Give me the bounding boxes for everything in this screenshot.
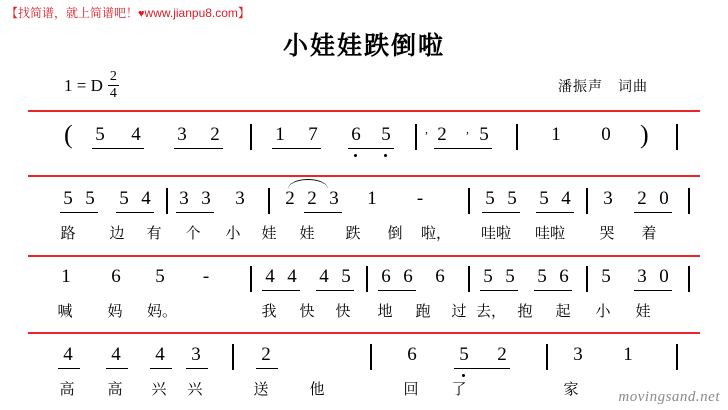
lyric: 边 [109, 225, 125, 242]
lyric: 跑 [415, 303, 431, 320]
note: 5 [601, 266, 611, 287]
lyric: 兴 [151, 381, 167, 398]
note: 5 [505, 266, 515, 287]
beam [482, 212, 520, 213]
lyric: 去， [476, 303, 507, 320]
time-signature-denominator: 4 [109, 86, 117, 101]
lyric: 他 [309, 381, 325, 398]
lyric-line-2 [0, 222, 728, 248]
lyric: 哇啦 [534, 225, 565, 242]
note: 3 [329, 188, 339, 209]
staff-rule-4 [28, 332, 700, 334]
note-line-2 [0, 188, 728, 222]
site-banner [6, 4, 250, 21]
lyric: 抱 [517, 303, 533, 320]
beam [106, 368, 128, 369]
lyric: 快 [299, 303, 315, 320]
banner-url: www.jianpu8.com】 [144, 6, 250, 20]
beam [454, 368, 510, 369]
score-row-2 [0, 188, 728, 248]
note: 2 [497, 344, 507, 365]
lyric: 过 [451, 303, 467, 320]
watermark: movingsand.net [618, 389, 720, 405]
octave-dot [462, 374, 465, 377]
lyric: 个 [185, 225, 201, 242]
note: 4 [63, 344, 73, 365]
beam [262, 290, 300, 291]
beam [534, 290, 572, 291]
lyric: 高 [59, 381, 75, 398]
note: 1 [275, 124, 285, 145]
beam [272, 148, 321, 149]
note: 4 [561, 188, 571, 209]
note: 6 [381, 266, 391, 287]
note: 5 [459, 344, 469, 365]
key-signature [64, 70, 119, 101]
note: 6 [559, 266, 569, 287]
lyric: 快 [335, 303, 351, 320]
note: - [416, 188, 424, 209]
beam [304, 212, 342, 213]
note: 3 [191, 344, 201, 365]
note: 2 [307, 188, 317, 209]
beam [536, 212, 574, 213]
beam [116, 212, 154, 213]
beam [434, 148, 492, 149]
composer-credit: 潘振声 词曲 [558, 78, 648, 94]
beam [58, 368, 80, 369]
lyric: 妈 [107, 303, 123, 320]
lyric: 哇啦 [480, 225, 511, 242]
beam [378, 290, 416, 291]
score-row-3 [0, 266, 728, 326]
lyric: 娃 [299, 225, 315, 242]
lyric: 着 [641, 225, 657, 242]
barline [250, 124, 252, 150]
note: 4 [265, 266, 275, 287]
note: 3 [637, 266, 647, 287]
barline [232, 344, 234, 370]
barline [166, 188, 168, 214]
staff-rule-1 [28, 110, 700, 112]
open-paren: ( [64, 120, 73, 149]
beam [316, 290, 354, 291]
note: 3 [201, 188, 211, 209]
note: 1 [367, 188, 377, 209]
octave-dot [354, 154, 357, 157]
note: 2 [210, 124, 220, 145]
beam [92, 148, 144, 149]
note: 5 [539, 188, 549, 209]
lyric: 哭 [599, 225, 615, 242]
note: 5 [381, 124, 391, 145]
lyric: 兴 [187, 381, 203, 398]
note: 5 [479, 124, 489, 145]
lyric: 送 [253, 381, 269, 398]
barline [546, 344, 548, 370]
lyric: 回 [403, 381, 419, 398]
barline [268, 188, 270, 214]
note: 2 [437, 124, 447, 145]
barline [370, 344, 372, 370]
note: 5 [85, 188, 95, 209]
note: 5 [95, 124, 105, 145]
note: 0 [601, 124, 611, 145]
note: 6 [403, 266, 413, 287]
note: 6 [111, 266, 121, 287]
note: 2 [285, 188, 295, 209]
barline [688, 266, 690, 292]
barline [366, 266, 368, 292]
barline [468, 188, 470, 214]
note: 4 [287, 266, 297, 287]
note: 2 [637, 188, 647, 209]
barline [468, 266, 470, 292]
lyric: 跌 [345, 225, 361, 242]
beam [60, 212, 98, 213]
note: 6 [407, 344, 417, 365]
note: 2 [261, 344, 271, 365]
lyric: 倒 [387, 225, 403, 242]
beam [174, 148, 223, 149]
note: 5 [341, 266, 351, 287]
score-row-1 [0, 120, 728, 184]
grace-mark: , [466, 122, 469, 136]
time-signature-numerator: 2 [109, 69, 117, 84]
staff-rule-3 [28, 255, 700, 257]
octave-dot [384, 154, 387, 157]
close-paren: ) [640, 120, 649, 149]
lyric: 家 [563, 381, 579, 398]
note: 5 [507, 188, 517, 209]
note: 4 [141, 188, 151, 209]
lyric-line-3 [0, 300, 728, 326]
note: 4 [111, 344, 121, 365]
beam [348, 148, 394, 149]
barline [516, 124, 518, 150]
beam [480, 290, 518, 291]
beam [176, 212, 214, 213]
note: 5 [155, 266, 165, 287]
lyric: 娃 [261, 225, 277, 242]
note: 3 [235, 188, 245, 209]
barline [676, 124, 678, 150]
barline [688, 188, 690, 214]
note: 3 [179, 188, 189, 209]
note: 6 [351, 124, 361, 145]
note: 7 [308, 124, 318, 145]
note: 1 [61, 266, 71, 287]
lyric: 妈。 [146, 303, 177, 320]
key-label: 1 = D [64, 75, 103, 95]
lyric: 喊 [57, 303, 73, 320]
beam [186, 368, 208, 369]
beam [634, 290, 672, 291]
banner-text: 【找简谱，就上简谱吧！ [6, 6, 139, 20]
beam [634, 212, 672, 213]
note: 5 [483, 266, 493, 287]
note: 3 [603, 188, 613, 209]
note: 4 [319, 266, 329, 287]
lyric: 地 [377, 303, 393, 320]
page-title: 小娃娃跌倒啦 [282, 32, 445, 60]
note: 0 [659, 266, 669, 287]
note: 4 [131, 124, 141, 145]
lyric: 啦， [420, 225, 451, 242]
note: 0 [659, 188, 669, 209]
barline [415, 124, 417, 150]
lyric: 有 [146, 225, 162, 242]
note: 4 [155, 344, 165, 365]
note: 5 [119, 188, 129, 209]
lyric: 路 [60, 225, 76, 242]
barline [586, 188, 588, 214]
barline [586, 266, 588, 292]
note-line-4 [0, 344, 728, 378]
note: 3 [573, 344, 583, 365]
note: 5 [537, 266, 547, 287]
note: 3 [177, 124, 187, 145]
lyric: 我 [261, 303, 277, 320]
barline [676, 344, 678, 370]
grace-mark: , [425, 122, 428, 136]
lyric: 小 [225, 225, 241, 242]
note: 6 [435, 266, 445, 287]
note: 1 [623, 344, 633, 365]
lyric: 高 [107, 381, 123, 398]
note: 1 [551, 124, 561, 145]
barline [250, 266, 252, 292]
note: - [202, 266, 210, 287]
beam [256, 368, 278, 369]
note-line-1 [0, 120, 728, 158]
note-line-3 [0, 266, 728, 300]
time-signature [108, 70, 119, 101]
heart-icon: ♥ [138, 8, 145, 20]
note: 5 [485, 188, 495, 209]
lyric: 起 [555, 303, 571, 320]
lyric: 了 [451, 381, 467, 398]
lyric: 小 [595, 303, 611, 320]
note: 5 [63, 188, 73, 209]
lyric: 娃 [635, 303, 651, 320]
beam [150, 368, 172, 369]
